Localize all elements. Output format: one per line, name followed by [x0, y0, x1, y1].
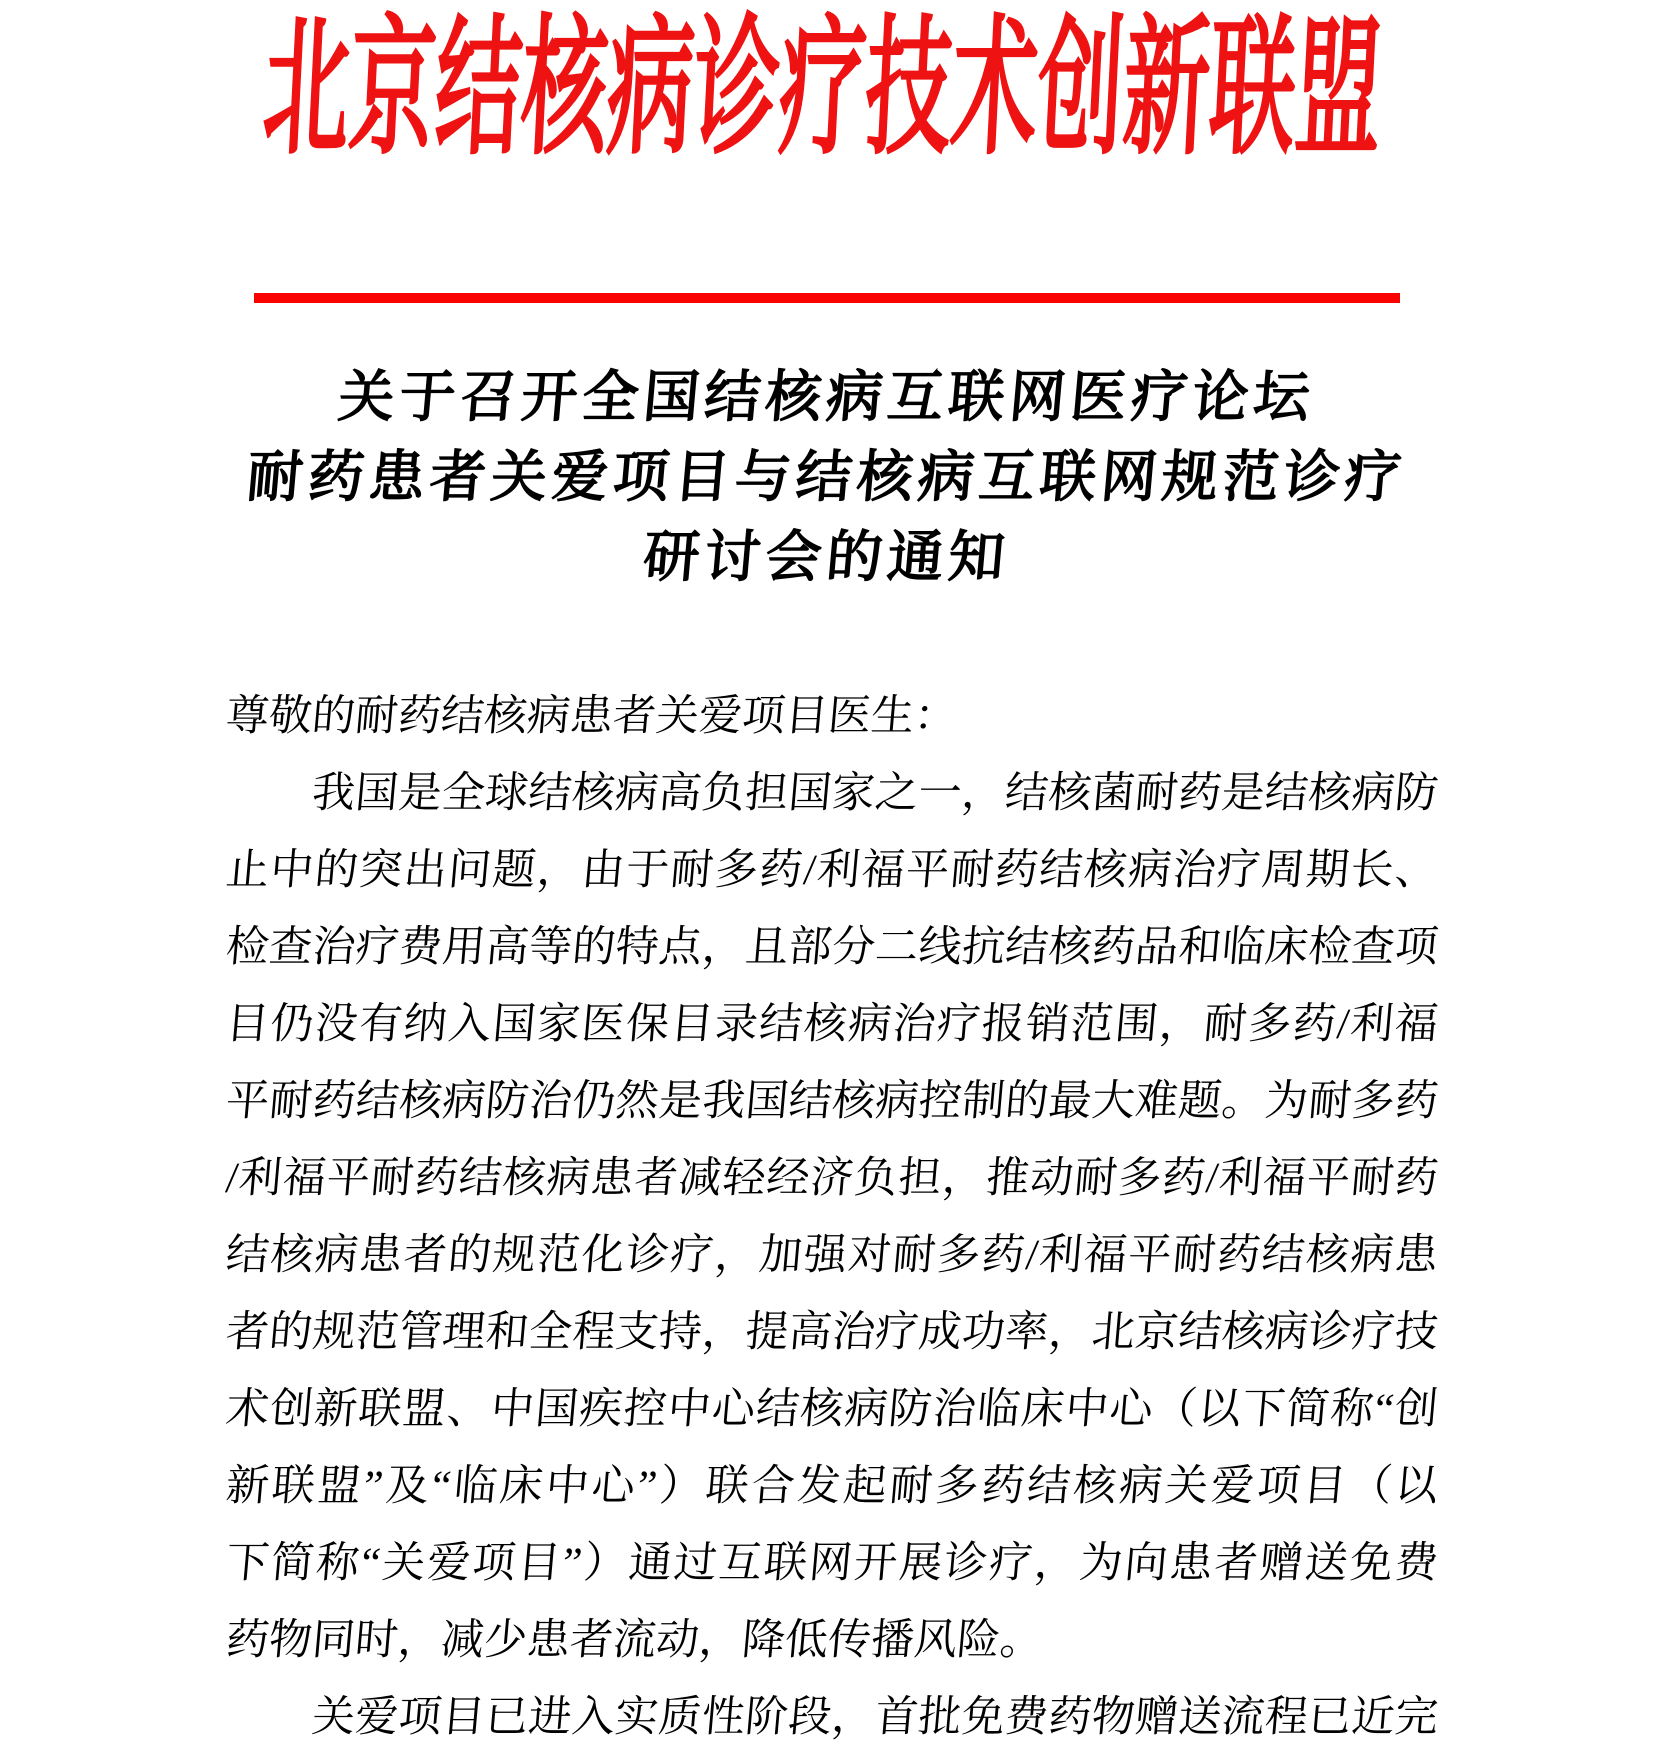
salutation-line: 尊敬的耐药结核病患者关爱项目医生： [223, 693, 960, 740]
paragraph1-line: 我国是全球结核病高负担国家之一，结核菌耐药是结核病防 [309, 770, 1441, 817]
paragraph1-line: 者的规范管理和全程支持，提高治疗成功率，北京结核病诊疗技 [223, 1309, 1441, 1356]
paragraph1-line: 检查治疗费用高等的特点，且部分二线抗结核药品和临床检查项 [223, 924, 1441, 971]
notice-body [223, 678, 1441, 1743]
letterhead-title: 北京结核病诊疗技术创新联盟 [259, 5, 1386, 174]
paragraph1-line: 止中的突出问题，由于耐多药/利福平耐药结核病治疗周期长、 [223, 847, 1441, 894]
notice-title-line-1: 关于召开全国结核病互联网医疗论坛 [335, 367, 1318, 429]
paragraph1-line: 平耐药结核病防治仍然是我国结核病控制的最大难题。为耐多药 [223, 1078, 1441, 1125]
paragraph1-line: 药物同时，减少患者流动，降低传播风险。 [223, 1617, 1046, 1664]
red-divider-line [254, 293, 1400, 303]
notice-title [0, 358, 1653, 598]
paragraph1-line: 结核病患者的规范化诊疗，加强对耐多药/利福平耐药结核病患 [223, 1232, 1441, 1279]
paragraph1-line: /利福平耐药结核病患者减轻经济负担，推动耐多药/利福平耐药 [223, 1155, 1441, 1202]
notice-title-line-2: 耐药患者关爱项目与结核病互联网规范诊疗 [244, 447, 1409, 509]
notice-title-line-3: 研讨会的通知 [640, 527, 1013, 589]
paragraph1-line: 下简称“关爱项目”）通过互联网开展诊疗，为向患者赠送免费 [223, 1540, 1441, 1587]
paragraph1-line: 新联盟”及“临床中心”）联合发起耐多药结核病关爱项目（以 [223, 1463, 1441, 1510]
paragraph1-line: 目仍没有纳入国家医保目录结核病治疗报销范围，耐多药/利福 [223, 1001, 1441, 1048]
paragraph1-line: 术创新联盟、中国疾控中心结核病防治临床中心（以下简称“创 [223, 1386, 1441, 1433]
paragraph2-line: 关爱项目已进入实质性阶段，首批免费药物赠送流程已近完 [309, 1694, 1441, 1741]
